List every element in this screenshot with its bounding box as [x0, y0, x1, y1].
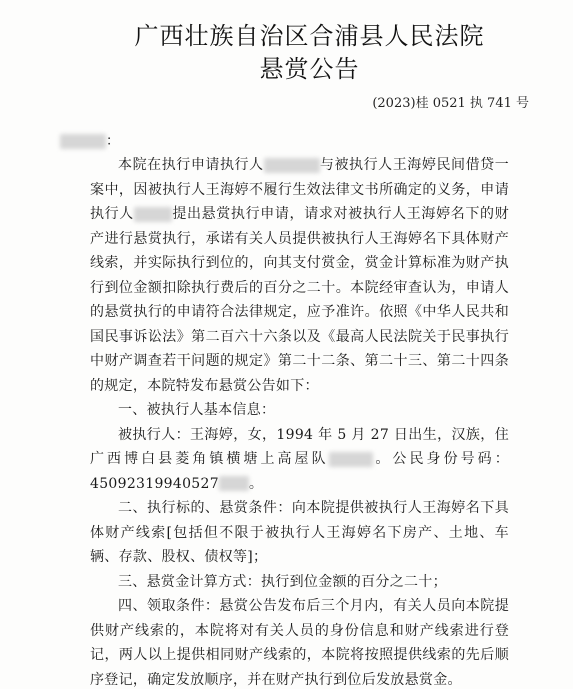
intro-text-b: 与被执行人王海婷民间借贷一案中，因被执行人王海婷不履行生效法律文书所确定的义务，申请执行人: [90, 157, 509, 222]
redaction: [60, 134, 106, 149]
section-1-heading: 一、被执行人基本信息：: [118, 402, 276, 418]
respondent-info: 被执行人：王海婷，女，1994 年 5 月 27 日出生，汉族，住广西博白县菱角镇横塘上高屋队: [90, 426, 509, 467]
redacted-addressee: ：: [60, 129, 509, 153]
section-4: 四、领取条件：悬赏公告发布后三个月内，有关人员向本院提供财产线索的，本院将对有关人员的身份信息和财产线索进行登记，两人以上提供相同财产线索的，本院将按照提供线索的先后顺序登记，确定发放顺序，并在财产执行到位后发放悬赏金。: [90, 598, 509, 688]
intro-paragraph: [90, 153, 509, 398]
section-2: 二、执行标的、悬赏条件：向本院提供被执行人王海婷名下具体财产线索[包括但不限于被执行人王海婷名下房产、土地、车辆、存款、股权、债权等]；: [90, 500, 509, 565]
intro-text-a: 本院在执行申请执行人: [118, 157, 264, 173]
redaction: [219, 476, 249, 491]
notice-title: 悬赏公告: [259, 55, 360, 83]
court-name: 广西壮族自治区合浦县人民法院: [134, 22, 485, 50]
section-3: 三、悬赏金计算方式：执行到位金额的百分之二十；: [118, 573, 447, 590]
document-number: (2023)桂 0521 执 741 号: [372, 96, 529, 111]
id-number-text: 。公民身份号码：45092319940527: [90, 451, 510, 492]
section-1-body: [90, 423, 509, 497]
redaction: [134, 207, 172, 222]
redaction: [264, 158, 320, 173]
intro-text-c: 提出悬赏执行申请，请求对被执行人王海婷名下的财产进行悬赏执行，承诺有关人员提供被执行人王海婷名下具体财产线索，并实际执行到位的，向其支付赏金，赏金计算标准为财产执行到位金额扣除执行费后的百分之二十。本院经审查认为，申请人的悬赏执行的申请符合法律规定，应予准许。依照《中华人民共和国民事诉讼法》第二百六十六条以及《最高人民法院关于民事执行中财产调查若干问题的规定》第二十二条、第二十三、第二十四条的规定，本院特发布悬赏公告如下：: [90, 206, 509, 394]
period: 。: [248, 475, 264, 492]
redaction: [329, 452, 373, 467]
